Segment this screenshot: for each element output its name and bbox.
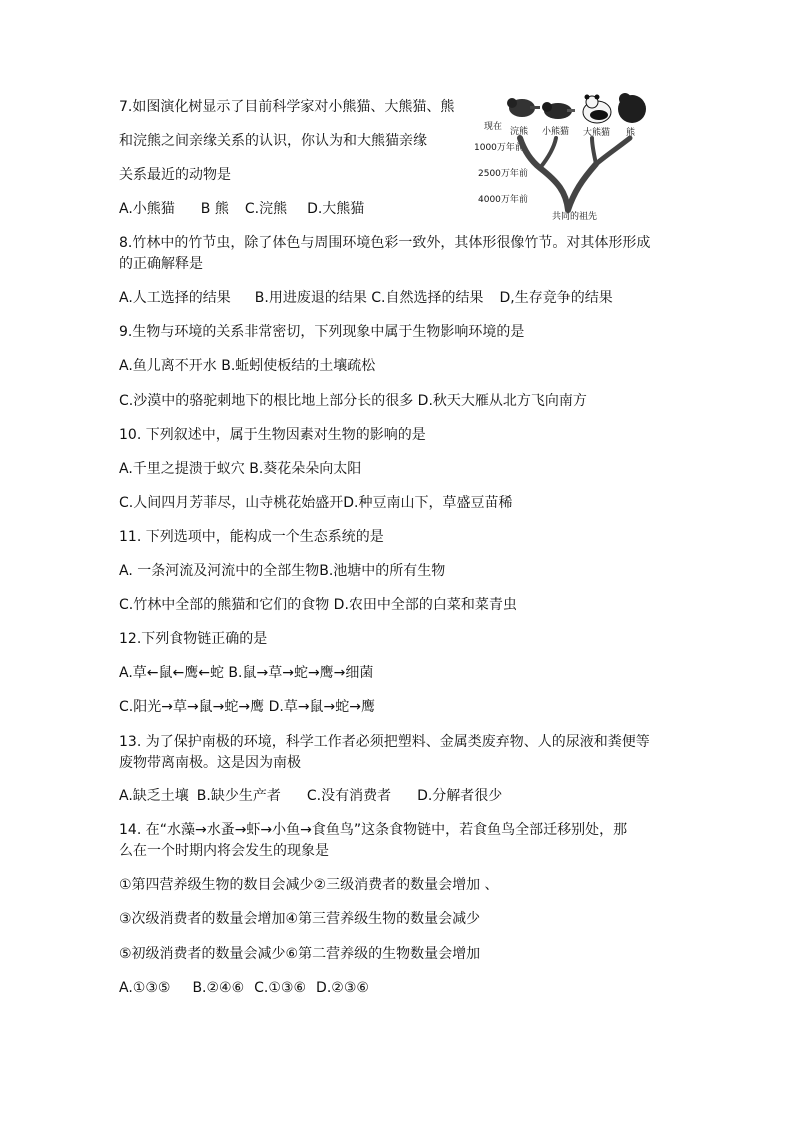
q9-options-cd: C.沙漠中的骆驼刺地下的根比地上部分长的很多 D.秋天大雁从北方飞向南方 xyxy=(119,393,587,409)
q7-option-c: C.浣熊 xyxy=(244,201,288,217)
label-raccoon: 浣熊 xyxy=(510,127,529,137)
q8-stem-line2: 的正确解释是 xyxy=(119,256,203,272)
evolution-tree-svg xyxy=(470,92,652,228)
q7-option-a: A.小熊猫 xyxy=(119,201,175,217)
label-now: 现在 xyxy=(484,122,503,132)
q10-stem: 10. 下列叙述中，属于生物因素对生物的影响的是 xyxy=(119,427,426,443)
bear-image xyxy=(618,93,646,123)
q7-option-d: D.大熊猫 xyxy=(307,201,365,217)
q13-option-c: C.没有消费者 xyxy=(306,788,392,804)
q7-stem-line3: 关系最近的动物是 xyxy=(119,167,231,183)
label-bear: 熊 xyxy=(626,128,636,138)
tree-branches xyxy=(520,138,630,210)
label-25m-years: 2500万年前 xyxy=(478,169,528,179)
red-panda-image xyxy=(542,102,575,119)
q10-options-ab: A.千里之提溃于蚁穴 B.葵花朵朵向太阳 xyxy=(119,461,362,477)
label-common-ancestor: 共同的祖先 xyxy=(552,212,598,222)
q8-option-d: D,生存竞争的结果 xyxy=(499,290,613,306)
q14-option-a: A.①③⑤ xyxy=(119,980,171,996)
q8-options xyxy=(119,288,613,308)
q9-stem: 9.生物与环境的关系非常密切，下列现象中属于生物影响环境的是 xyxy=(119,324,525,340)
q13-stem-line1: 13. 为了保护南极的环境，科学工作者必须把塑料、金属类废弃物、人的尿液和粪便等 xyxy=(119,734,650,750)
q14-item-5-6: ⑤初级消费者的数量会减少⑥第二营养级的生物数量会增加 xyxy=(119,946,481,962)
q13-option-a: A.缺乏土壤 xyxy=(119,788,189,804)
q10-options-cd: C.人间四月芳菲尽，山寺桃花始盛开D.种豆南山下，草盛豆苗稀 xyxy=(119,495,513,511)
q14-item-1-2: ①第四营养级生物的数目会减少②三级消费者的数量会增加 、 xyxy=(119,877,499,893)
q8-option-bc: B.用进废退的结果 C.自然选择的结果 xyxy=(254,290,484,306)
raccoon-image xyxy=(507,98,540,117)
label-red-panda: 小熊猫 xyxy=(542,127,570,137)
q14-options xyxy=(119,978,369,998)
label-40m-years: 4000万年前 xyxy=(478,195,528,205)
q12-options-cd: C.阳光→草→鼠→蛇→鹰 D.草→鼠→蛇→鹰 xyxy=(119,699,376,715)
q12-options-ab: A.草←鼠←鹰←蛇 B.鼠→草→蛇→鹰→细菌 xyxy=(119,665,374,681)
q14-option-b: B.②④⑥ xyxy=(192,980,245,996)
q7-options xyxy=(119,199,364,219)
q8-option-a: A.人工选择的结果 xyxy=(119,290,231,306)
q7-stem-line1: 7.如图演化树显示了目前科学家对小熊猫、大熊猫、熊 xyxy=(119,99,455,115)
label-giant-panda: 大熊猫 xyxy=(583,128,611,138)
evolution-tree-figure xyxy=(470,92,652,228)
q13-stem-line2: 废物带离南极。这是因为南极 xyxy=(119,755,301,771)
q13-option-b: B.缺少生产者 xyxy=(196,788,281,804)
q11-options-cd: C.竹林中全部的熊猫和它们的食物 D.农田中全部的白菜和菜青虫 xyxy=(119,597,517,613)
q14-stem-line1: 14. 在“水藻→水蚤→虾→小鱼→食鱼鸟”这条食物链中，若食鱼鸟全部迁移别处，那 xyxy=(119,822,628,838)
label-10m-years: 1000万年前 xyxy=(474,143,524,153)
q14-item-3-4: ③次级消费者的数量会增加④第三营养级生物的数量会减少 xyxy=(119,911,481,927)
q11-stem: 11. 下列选项中，能构成一个生态系统的是 xyxy=(119,529,384,545)
q14-option-d: D.②③⑥ xyxy=(316,980,369,996)
q9-options-ab: A.鱼儿离不开水 B.蚯蚓使板结的土壤疏松 xyxy=(119,358,376,374)
q13-options xyxy=(119,786,502,806)
q8-stem-line1: 8.竹林中的竹节虫，除了体色与周围环境色彩一致外，其体形很像竹节。对其体形形成 xyxy=(119,235,651,251)
q14-option-c: C.①③⑥ xyxy=(254,980,307,996)
q11-options-ab: A. 一条河流及河流中的全部生物B.池塘中的所有生物 xyxy=(119,563,446,579)
giant-panda-image xyxy=(583,95,611,124)
q12-stem: 12.下列食物链正确的是 xyxy=(119,631,268,647)
q14-stem-line2: 么在一个时期内将会发生的现象是 xyxy=(119,843,329,859)
q7-option-b: B 熊 xyxy=(200,201,229,217)
q7-stem-line2: 和浣熊之间亲缘关系的认识，你认为和大熊猫亲缘 xyxy=(119,133,427,149)
q13-option-d: D.分解者很少 xyxy=(417,788,503,804)
